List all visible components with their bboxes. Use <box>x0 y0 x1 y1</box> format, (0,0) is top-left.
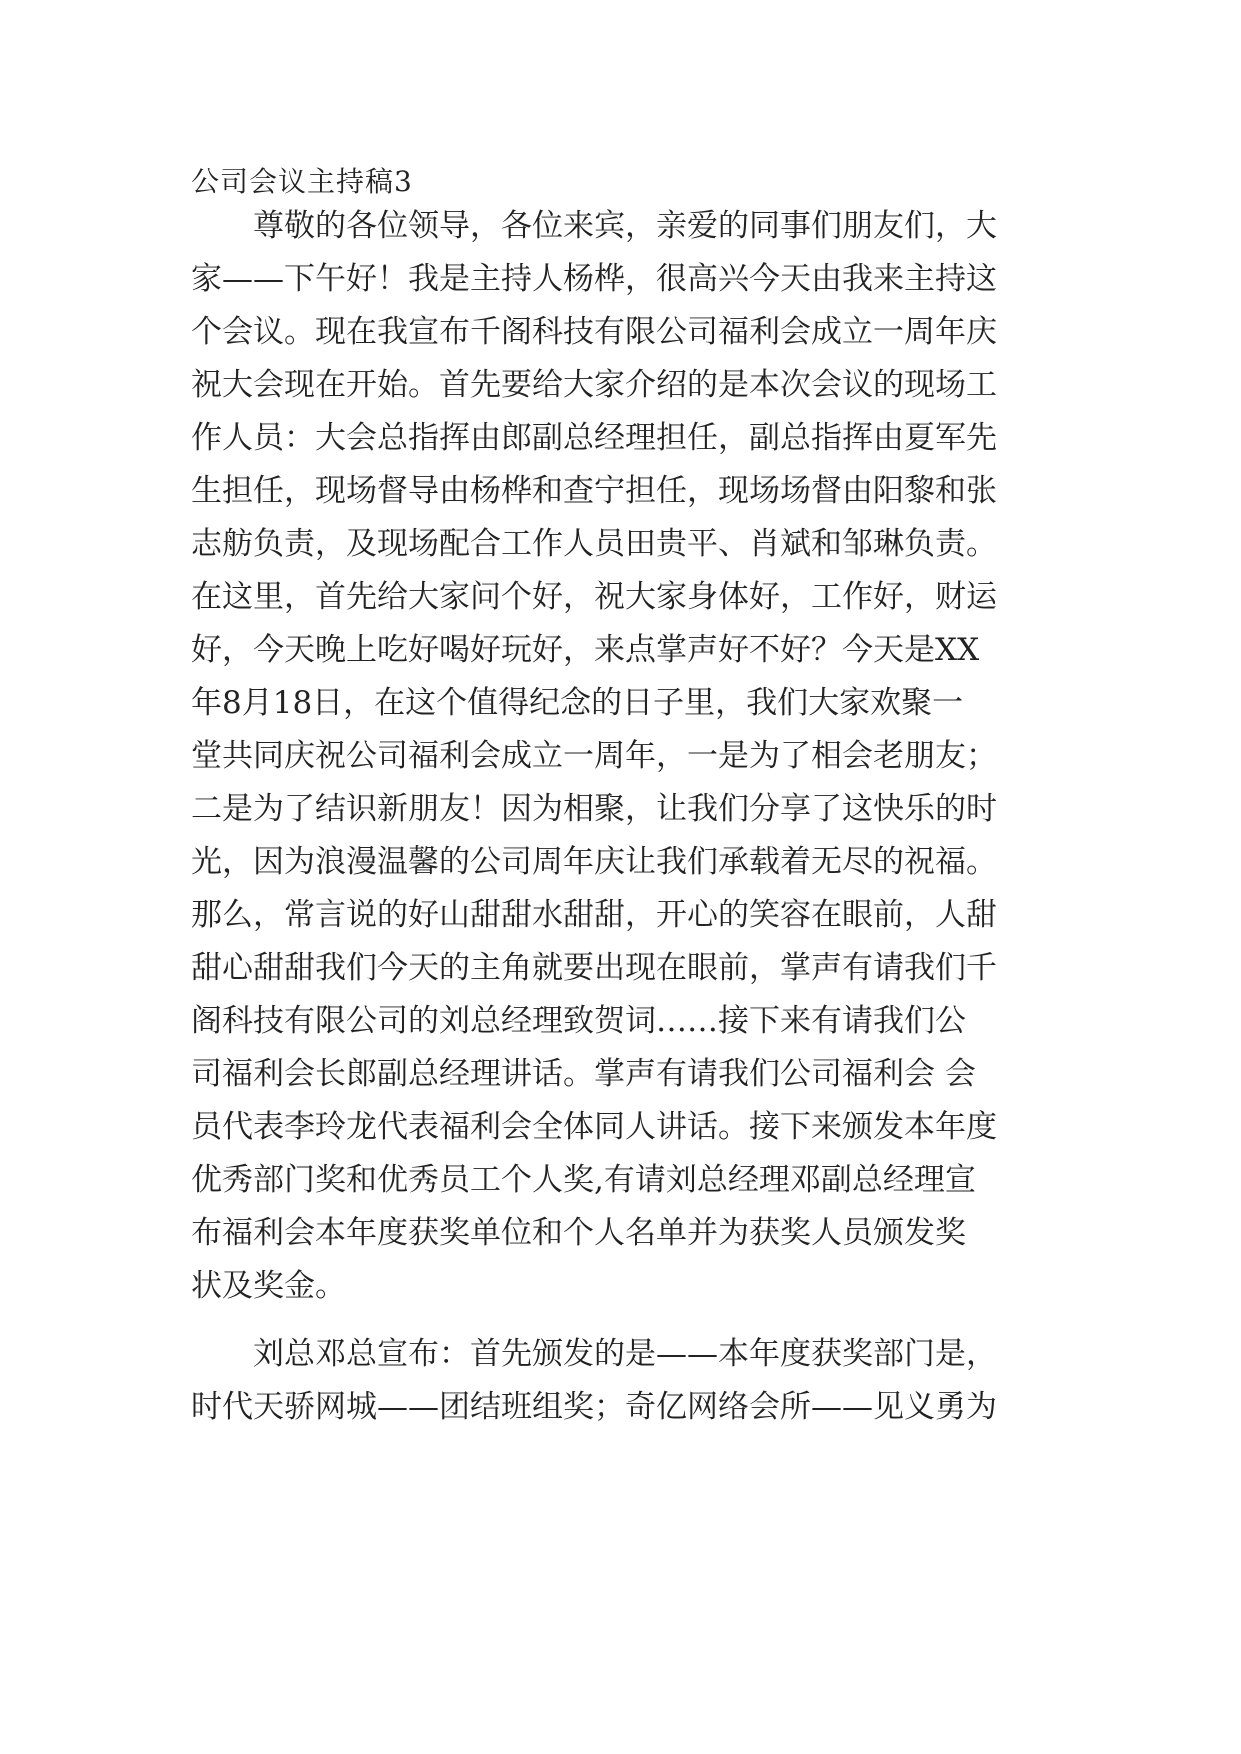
text-line: 光，因为浪漫温馨的公司周年庆让我们承载着无尽的祝福。 <box>191 844 997 880</box>
text-line: 在这里，首先给大家问个好，祝大家身体好，工作好，财运 <box>191 579 997 615</box>
text-line: 好，今天晚上吃好喝好玩好，来点掌声好不好？今天是XX <box>191 632 980 668</box>
text-line: 阁科技有限公司的刘总经理致贺词……接下来有请我们公 <box>191 1003 966 1039</box>
text-line: 甜心甜甜我们今天的主角就要出现在眼前，掌声有请我们千 <box>191 950 997 986</box>
text-line: 家——下午好！我是主持人杨桦，很高兴今天由我来主持这 <box>191 261 997 297</box>
text-line: 志舫负责，及现场配合工作人员田贵平、肖斌和邹琳负责。 <box>191 526 997 562</box>
text-line: 布福利会本年度获奖单位和个人名单并为获奖人员颁发奖 <box>191 1215 966 1251</box>
text-line: 优秀部门奖和优秀员工个人奖,有请刘总经理邓副总经理宣 <box>191 1162 976 1198</box>
text-line: 个会议。现在我宣布千阁科技有限公司福利会成立一周年庆 <box>191 314 997 350</box>
document-title: 公司会议主持稿3 <box>191 165 413 198</box>
text-line: 那么，常言说的好山甜甜水甜甜，开心的笑容在眼前，人甜 <box>191 897 997 933</box>
text-line: 员代表李玲龙代表福利会全体同人讲话。接下来颁发本年度 <box>191 1109 997 1145</box>
text-line: 年8月18日，在这个值得纪念的日子里，我们大家欢聚一 <box>191 685 964 721</box>
text-line: 二是为了结识新朋友！因为相聚，让我们分享了这快乐的时 <box>191 791 997 827</box>
text-line: 生担任，现场督导由杨桦和查宁担任，现场场督由阳黎和张 <box>191 473 997 509</box>
text-line: 时代天骄网城——团结班组奖；奇亿网络会所——见义勇为 <box>191 1389 997 1425</box>
text-line: 司福利会长郎副总经理讲话。掌声有请我们公司福利会 会 <box>191 1056 976 1092</box>
text-line: 刘总邓总宣布：首先颁发的是——本年度获奖部门是， <box>191 1336 997 1372</box>
text-line: 尊敬的各位领导，各位来宾，亲爱的同事们朋友们，大 <box>191 208 997 244</box>
text-line: 堂共同庆祝公司福利会成立一周年，一是为了相会老朋友； <box>191 738 997 774</box>
text-line: 作人员：大会总指挥由郎副总经理担任，副总指挥由夏军先 <box>191 420 997 456</box>
text-line: 状及奖金。 <box>191 1268 346 1304</box>
text-line: 祝大会现在开始。首先要给大家介绍的是本次会议的现场工 <box>191 367 997 403</box>
